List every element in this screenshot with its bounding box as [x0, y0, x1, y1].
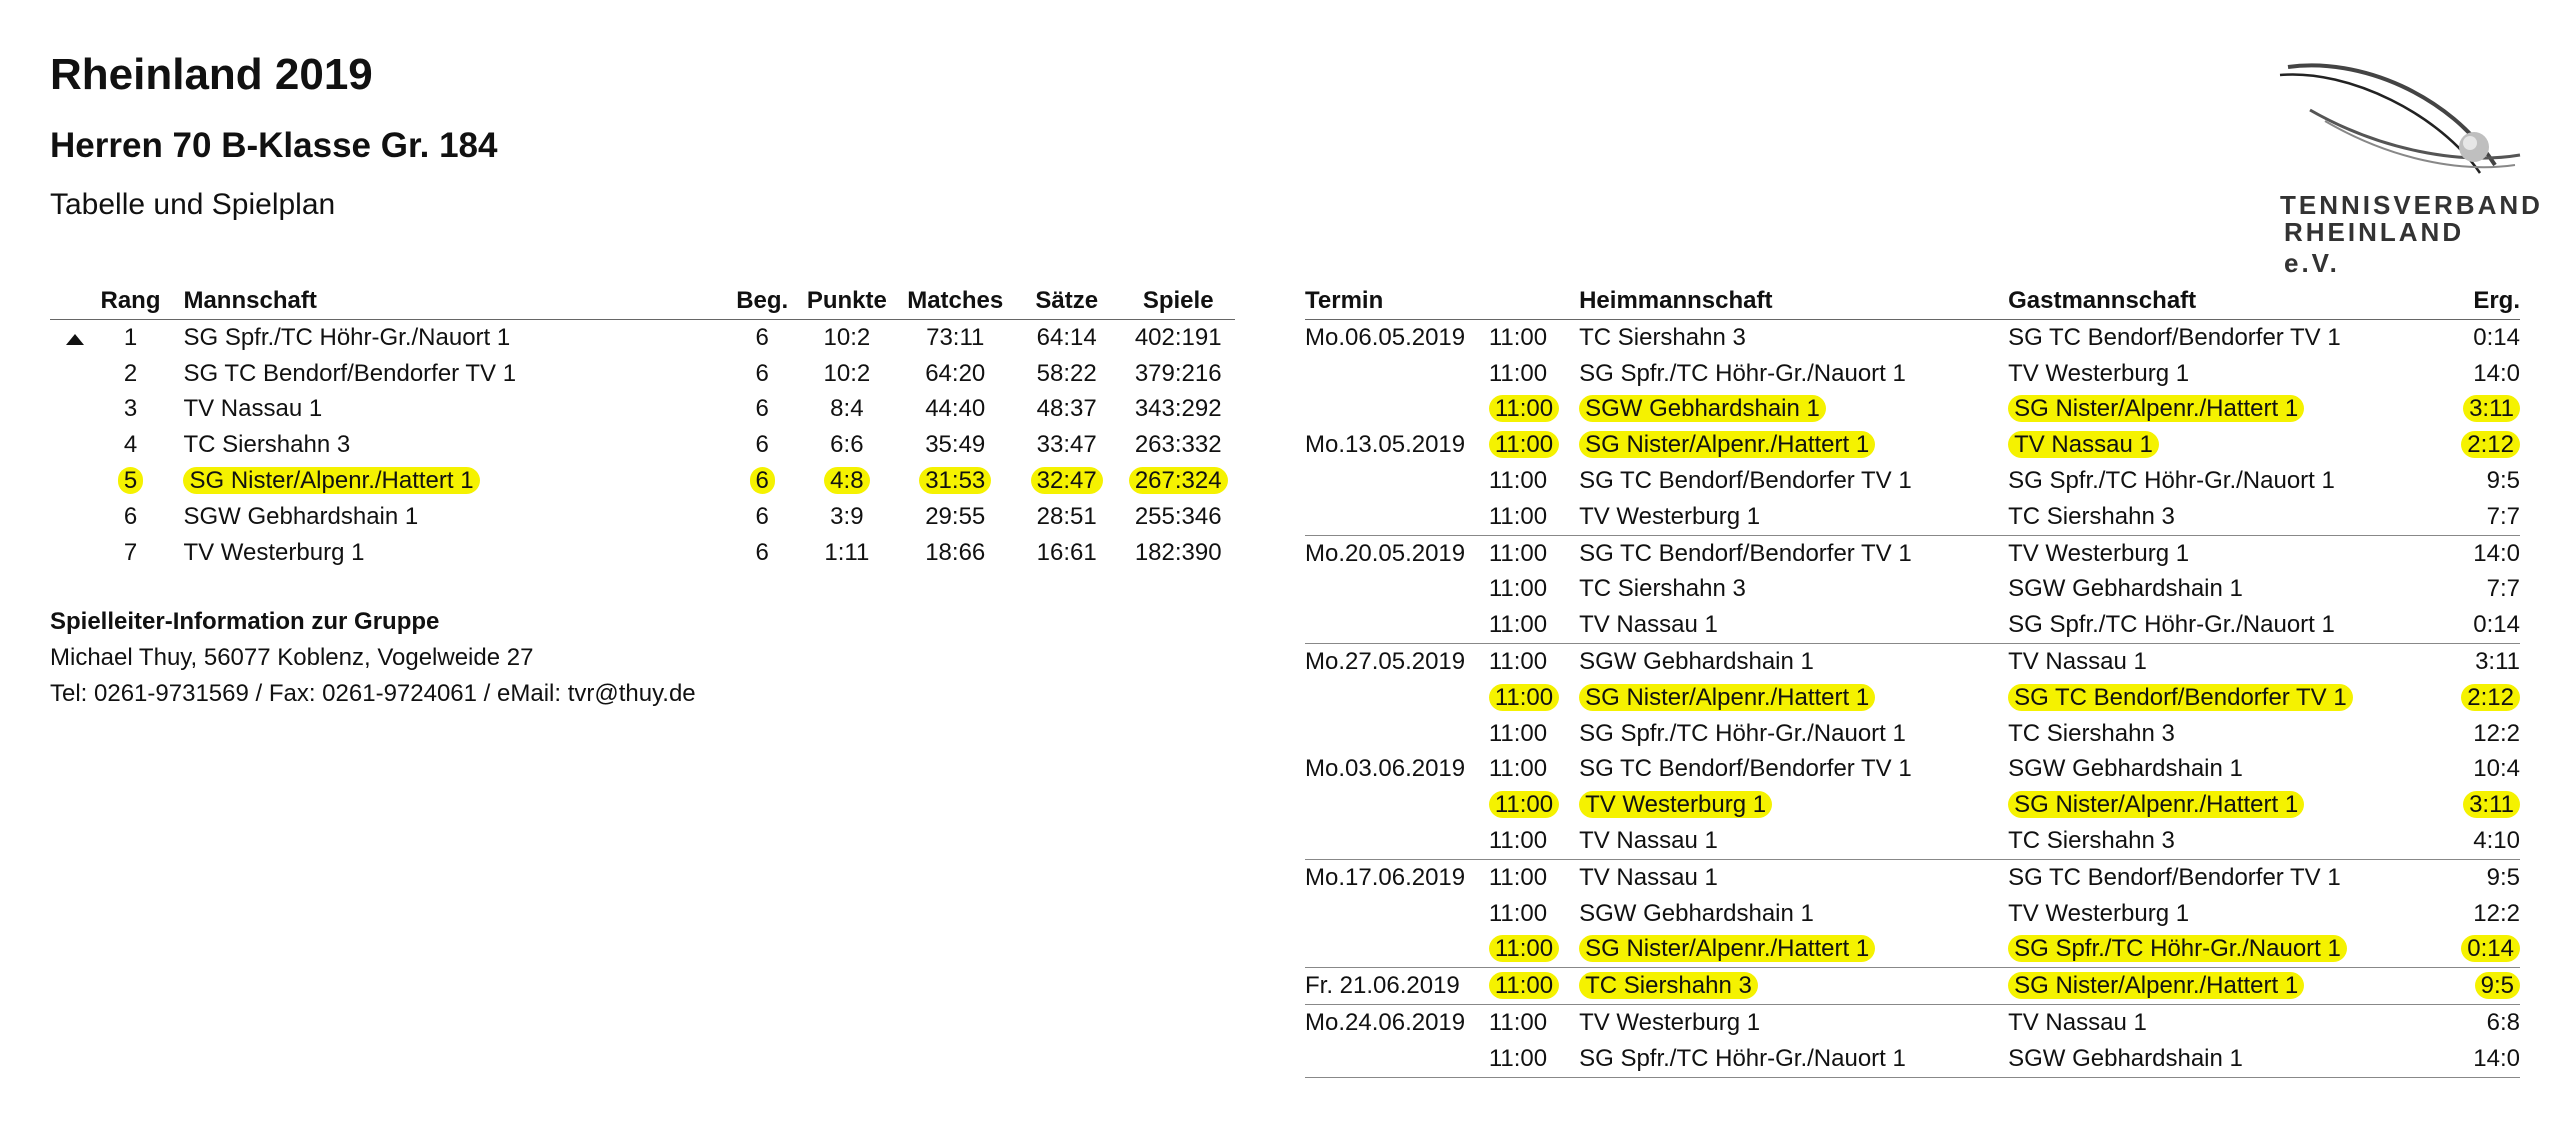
saetze-cell: 48:37	[1036, 395, 1097, 423]
home-team-cell: SG TC Bendorf/Bendorfer TV 1	[1579, 467, 1912, 495]
result-cell: 9:5	[2486, 863, 2520, 891]
matches-cell: 18:66	[925, 538, 986, 566]
standings-row	[50, 535, 1235, 571]
team-cell: TV Westerburg 1	[183, 538, 365, 566]
guest-team-cell: TV Nassau 1	[2008, 431, 2159, 458]
swoosh-ball-icon	[2270, 55, 2530, 190]
beg-cell: 6	[755, 538, 769, 566]
tennisverband-logo	[2270, 55, 2543, 278]
guest-team-cell: TV Nassau 1	[2008, 1009, 2147, 1037]
col-termin: Termin	[1305, 283, 1483, 320]
beg-cell: 6	[755, 323, 769, 351]
guest-team-cell: SG Nister/Alpenr./Hattert 1	[2008, 395, 2304, 422]
rang-cell: 5	[118, 467, 143, 494]
schedule-row	[1305, 392, 2520, 428]
rang-cell: 4	[123, 431, 138, 459]
info-heading: Spielleiter-Information zur Gruppe	[50, 608, 440, 635]
time-cell: 11:00	[1488, 719, 1548, 747]
guest-team-cell: SG TC Bendorf/Bendorfer TV 1	[2008, 863, 2341, 891]
time-cell: 11:00	[1488, 611, 1548, 639]
col-punkte: Punkte	[795, 283, 898, 320]
result-cell: 10:4	[2473, 755, 2520, 783]
guest-team-cell: SG Nister/Alpenr./Hattert 1	[2008, 791, 2304, 818]
team-cell: TC Siershahn 3	[183, 431, 351, 459]
team-cell: SGW Gebhardshain 1	[183, 502, 419, 530]
schedule-row	[1305, 1041, 2520, 1077]
rang-cell: 3	[123, 395, 138, 423]
result-cell: 12:2	[2473, 899, 2520, 927]
home-team-cell: TV Nassau 1	[1579, 611, 1718, 639]
result-cell: 2:12	[2461, 684, 2520, 711]
home-team-cell: SG TC Bendorf/Bendorfer TV 1	[1579, 539, 1912, 567]
time-cell: 11:00	[1488, 502, 1548, 530]
standings-row	[50, 356, 1235, 392]
schedule-row	[1305, 787, 2520, 823]
time-cell: 11:00	[1488, 323, 1548, 351]
saetze-cell: 33:47	[1036, 431, 1097, 459]
home-team-cell: SG Nister/Alpenr./Hattert 1	[1579, 684, 1875, 711]
matches-cell: 31:53	[919, 467, 991, 494]
up-arrow-icon	[66, 334, 84, 345]
guest-team-cell: SGW Gebhardshain 1	[2008, 575, 2243, 603]
schedule-row	[1305, 752, 2520, 788]
standings-header-row	[50, 283, 1235, 320]
result-cell: 3:11	[2475, 648, 2520, 676]
col-ergebnis: Erg.	[2427, 283, 2520, 320]
guest-team-cell: TC Siershahn 3	[2008, 719, 2175, 747]
saetze-cell: 64:14	[1036, 323, 1097, 351]
result-cell: 6:8	[2486, 1009, 2520, 1037]
rang-cell: 6	[123, 502, 138, 530]
time-cell: 11:00	[1488, 755, 1548, 783]
page-caption: Tabelle und Spielplan	[50, 188, 336, 221]
guest-team-cell: SG TC Bendorf/Bendorfer TV 1	[2008, 684, 2353, 711]
guest-team-cell: TC Siershahn 3	[2008, 502, 2175, 530]
time-cell: 11:00	[1489, 935, 1559, 962]
schedule-row	[1305, 859, 2520, 895]
saetze-cell: 28:51	[1036, 502, 1097, 530]
col-heimmannschaft: Heimmannschaft	[1559, 283, 2008, 320]
standings-row	[50, 320, 1235, 356]
time-cell: 11:00	[1488, 1009, 1548, 1037]
saetze-cell: 58:22	[1036, 359, 1097, 387]
matches-cell: 64:20	[925, 359, 986, 387]
spiele-cell: 379:216	[1134, 359, 1222, 387]
result-cell: 4:10	[2473, 827, 2520, 855]
spiele-cell: 343:292	[1134, 395, 1222, 423]
schedule-row	[1305, 320, 2520, 356]
result-cell: 0:14	[2473, 611, 2520, 639]
result-cell: 3:11	[2463, 791, 2520, 818]
date-cell: Mo.17.06.2019	[1305, 863, 1466, 891]
beg-cell: 6	[755, 359, 769, 387]
time-cell: 11:00	[1489, 684, 1559, 711]
team-cell: SG Spfr./TC Höhr-Gr./Nauort 1	[183, 323, 511, 351]
guest-team-cell: SG Spfr./TC Höhr-Gr./Nauort 1	[2008, 935, 2347, 962]
home-team-cell: SGW Gebhardshain 1	[1579, 395, 1826, 422]
time-cell: 11:00	[1489, 972, 1559, 999]
col-mannschaft: Mannschaft	[161, 283, 729, 320]
time-cell: 11:00	[1488, 1044, 1548, 1072]
schedule-row	[1305, 680, 2520, 716]
beg-cell: 6	[755, 395, 769, 423]
spiele-cell: 182:390	[1134, 538, 1222, 566]
saetze-cell: 16:61	[1036, 538, 1097, 566]
col-beg: Beg.	[729, 283, 795, 320]
saetze-cell: 32:47	[1031, 467, 1103, 494]
schedule-table	[1305, 283, 2520, 1078]
spiele-cell: 267:324	[1129, 467, 1228, 494]
schedule-row	[1305, 535, 2520, 571]
time-cell: 11:00	[1488, 899, 1548, 927]
guest-team-cell: SG Spfr./TC Höhr-Gr./Nauort 1	[2008, 611, 2335, 639]
time-cell: 11:00	[1488, 575, 1548, 603]
schedule-row	[1305, 607, 2520, 643]
schedule-row	[1305, 463, 2520, 499]
home-team-cell: SGW Gebhardshain 1	[1579, 648, 1814, 676]
schedule-row	[1305, 427, 2520, 463]
page-title: Rheinland 2019	[50, 50, 373, 99]
home-team-cell: TC Siershahn 3	[1579, 972, 1758, 999]
result-cell: 12:2	[2473, 719, 2520, 747]
spiele-cell: 402:191	[1134, 323, 1222, 351]
col-spiele: Spiele	[1121, 283, 1235, 320]
time-cell: 11:00	[1488, 539, 1548, 567]
col-gastmannschaft: Gastmannschaft	[2008, 283, 2427, 320]
standings-table	[50, 283, 1235, 571]
time-cell: 11:00	[1488, 359, 1548, 387]
guest-team-cell: TV Westerburg 1	[2008, 899, 2190, 927]
beg-cell: 6	[755, 431, 769, 459]
schedule-row	[1305, 644, 2520, 680]
info-address: Michael Thuy, 56077 Koblenz, Vogelweide 27	[50, 644, 534, 671]
result-cell: 3:11	[2463, 395, 2520, 422]
home-team-cell: TV Westerburg 1	[1579, 1009, 1761, 1037]
date-cell: Mo.27.05.2019	[1305, 648, 1466, 676]
time-cell: 11:00	[1489, 791, 1559, 818]
standings-row	[50, 392, 1235, 428]
team-cell: TV Nassau 1	[183, 395, 323, 423]
schedule-row	[1305, 932, 2520, 968]
punkte-cell: 10:2	[823, 359, 871, 387]
standings-row	[50, 427, 1235, 463]
date-cell: Mo.13.05.2019	[1305, 431, 1466, 459]
result-cell: 7:7	[2486, 575, 2520, 603]
home-team-cell: SG Spfr./TC Höhr-Gr./Nauort 1	[1579, 1044, 1906, 1072]
rang-cell: 2	[123, 359, 138, 387]
col-matches: Matches	[898, 283, 1012, 320]
time-cell: 11:00	[1488, 827, 1548, 855]
result-cell: 7:7	[2486, 502, 2520, 530]
matches-cell: 29:55	[925, 502, 986, 530]
home-team-cell: SGW Gebhardshain 1	[1579, 899, 1814, 927]
home-team-cell: TV Nassau 1	[1579, 827, 1718, 855]
schedule-row	[1305, 499, 2520, 535]
punkte-cell: 3:9	[830, 502, 864, 530]
rang-cell: 7	[123, 538, 138, 566]
col-rang: Rang	[100, 283, 162, 320]
guest-team-cell: TC Siershahn 3	[2008, 827, 2175, 855]
info-contact: Tel: 0261-9731569 / Fax: 0261-9724061 / eMail: tvr@thuy.de	[50, 680, 696, 707]
logo-line-1: TENNISVERBAND	[2280, 190, 2543, 220]
team-cell: SG Nister/Alpenr./Hattert 1	[183, 467, 479, 494]
home-team-cell: TC Siershahn 3	[1579, 323, 1746, 351]
rang-cell: 1	[123, 323, 138, 351]
punkte-cell: 8:4	[830, 395, 864, 423]
result-cell: 14:0	[2473, 1044, 2520, 1072]
schedule-row	[1305, 716, 2520, 752]
home-team-cell: TV Nassau 1	[1579, 863, 1718, 891]
date-cell: Mo.24.06.2019	[1305, 1009, 1466, 1037]
schedule-header-row	[1305, 283, 2520, 320]
home-team-cell: SG Nister/Alpenr./Hattert 1	[1579, 431, 1875, 458]
result-cell: 0:14	[2461, 935, 2520, 962]
punkte-cell: 4:8	[824, 467, 869, 494]
result-cell: 9:5	[2475, 972, 2520, 999]
matches-cell: 35:49	[925, 431, 986, 459]
home-team-cell: TV Westerburg 1	[1579, 502, 1761, 530]
schedule-row	[1305, 572, 2520, 608]
punkte-cell: 6:6	[830, 431, 864, 459]
home-team-cell: SG Spfr./TC Höhr-Gr./Nauort 1	[1579, 359, 1906, 387]
team-cell: SG TC Bendorf/Bendorfer TV 1	[183, 359, 517, 387]
home-team-cell: TV Westerburg 1	[1579, 791, 1772, 818]
guest-team-cell: TV Nassau 1	[2008, 648, 2147, 676]
punkte-cell: 10:2	[823, 323, 871, 351]
guest-team-cell: SG TC Bendorf/Bendorfer TV 1	[2008, 323, 2341, 351]
beg-cell: 6	[755, 502, 769, 530]
guest-team-cell: SGW Gebhardshain 1	[2008, 755, 2243, 783]
punkte-cell: 1:11	[824, 538, 870, 566]
guest-team-cell: SG Nister/Alpenr./Hattert 1	[2008, 972, 2304, 999]
standings-row	[50, 499, 1235, 535]
schedule-row	[1305, 896, 2520, 932]
result-cell: 14:0	[2473, 359, 2520, 387]
home-team-cell: SG Spfr./TC Höhr-Gr./Nauort 1	[1579, 719, 1906, 747]
guest-team-cell: SGW Gebhardshain 1	[2008, 1044, 2243, 1072]
result-cell: 9:5	[2486, 467, 2520, 495]
time-cell: 11:00	[1488, 467, 1548, 495]
time-cell: 11:00	[1489, 431, 1559, 458]
time-cell: 11:00	[1488, 863, 1548, 891]
schedule-row	[1305, 1005, 2520, 1041]
logo-line-2: RHEINLAND e.V.	[2284, 217, 2465, 278]
matches-cell: 44:40	[925, 395, 986, 423]
date-cell: Fr. 21.06.2019	[1305, 972, 1460, 1000]
time-cell: 11:00	[1489, 395, 1559, 422]
date-cell: Mo.03.06.2019	[1305, 755, 1466, 783]
schedule-row	[1305, 968, 2520, 1005]
spiele-cell: 255:346	[1134, 502, 1222, 530]
result-cell: 14:0	[2473, 539, 2520, 567]
group-title: Herren 70 B-Klasse Gr. 184	[50, 126, 498, 165]
spiele-cell: 263:332	[1134, 431, 1222, 459]
date-cell: Mo.06.05.2019	[1305, 323, 1466, 351]
guest-team-cell: TV Westerburg 1	[2008, 359, 2190, 387]
home-team-cell: SG TC Bendorf/Bendorfer TV 1	[1579, 755, 1912, 783]
col-saetze: Sätze	[1012, 283, 1121, 320]
beg-cell: 6	[750, 467, 775, 494]
schedule-row	[1305, 356, 2520, 392]
home-team-cell: SG Nister/Alpenr./Hattert 1	[1579, 935, 1875, 962]
time-cell: 11:00	[1488, 648, 1548, 676]
standings-row	[50, 463, 1235, 499]
matches-cell: 73:11	[926, 323, 985, 351]
home-team-cell: TC Siershahn 3	[1579, 575, 1746, 603]
date-cell: Mo.20.05.2019	[1305, 539, 1466, 567]
guest-team-cell: TV Westerburg 1	[2008, 539, 2190, 567]
result-cell: 2:12	[2461, 431, 2520, 458]
guest-team-cell: SG Spfr./TC Höhr-Gr./Nauort 1	[2008, 467, 2335, 495]
schedule-row	[1305, 823, 2520, 859]
result-cell: 0:14	[2473, 323, 2520, 351]
